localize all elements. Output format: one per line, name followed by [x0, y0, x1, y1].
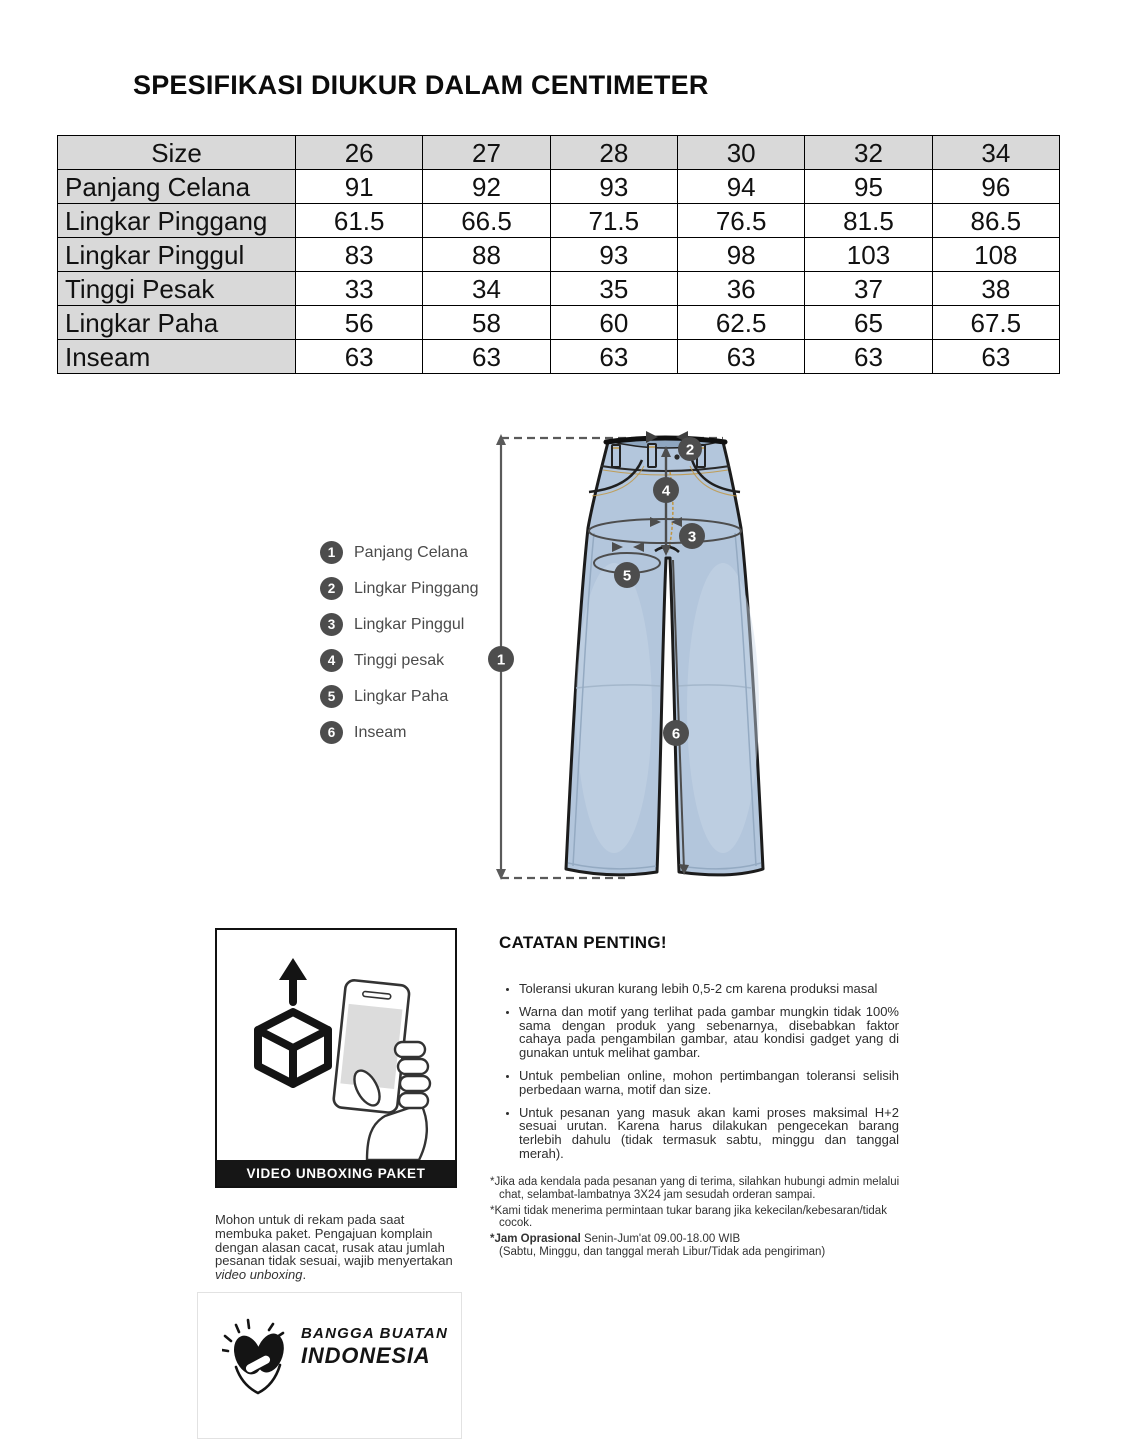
- legend-number-badge: 2: [320, 577, 343, 600]
- note-bullet: • Untuk pembelian online, mohon pertimbangan toleransi selisih perbedaan warna, motif dan size.: [519, 1069, 899, 1097]
- size-table-cell: 88: [423, 238, 550, 272]
- size-table-cell: 92: [423, 170, 550, 204]
- legend-label: Inseam: [354, 723, 407, 741]
- size-table-cell: 63: [423, 340, 550, 374]
- svg-text:3: 3: [687, 528, 697, 546]
- size-table-cell: 71.5: [550, 204, 677, 238]
- measurement-legend: [320, 541, 479, 757]
- legend-number-badge: 1: [320, 541, 343, 564]
- size-table-cell: 37: [805, 272, 932, 306]
- size-table-cell: 60: [550, 306, 677, 340]
- unboxing-note-period: .: [302, 1267, 307, 1283]
- size-table-row-label: Inseam: [58, 340, 296, 374]
- legend-item: [320, 649, 479, 672]
- svg-text:4: 4: [661, 482, 671, 500]
- unboxing-note-text: Mohon untuk di rekam pada saat membuka paket. Pengajuan komplain dengan alasan cacat, rusak atau jumlah pesanan tidak sesuai, wajib menyertakan: [215, 1212, 453, 1269]
- size-table-cell: 76.5: [677, 204, 804, 238]
- legend-number-badge: 6: [320, 721, 343, 744]
- svg-text:1: 1: [496, 651, 506, 669]
- page-title: SPESIFIKASI DIUKUR DALAM CENTIMETER: [133, 70, 709, 100]
- size-table-cell: 38: [932, 272, 1059, 306]
- size-table-cell: 98: [677, 238, 804, 272]
- size-table-row: [58, 170, 1060, 204]
- legend-label: Panjang Celana: [354, 543, 468, 561]
- legend-number-badge: 4: [320, 649, 343, 672]
- size-table-header-size: 26: [296, 136, 423, 170]
- video-unboxing-card: [215, 928, 457, 1188]
- logo-line1: BANGGA BUATAN: [301, 1325, 448, 1342]
- size-table-row: [58, 272, 1060, 306]
- size-table-cell: 96: [932, 170, 1059, 204]
- notes-bullet-list: [503, 982, 899, 1170]
- size-table-header-size: 28: [550, 136, 677, 170]
- size-table-cell: 65: [805, 306, 932, 340]
- size-table-cell: 67.5: [932, 306, 1059, 340]
- note-bullet: • Warna dan motif yang terlihat pada gambar mungkin tidak 100% sama dengan produk yang sebenarnya, disebabkan faktor cahaya pada pengambilan gambar, atau kondisi gadget yang di gunakan untuk melihat gambar.: [519, 1005, 899, 1060]
- size-table-cell: 108: [932, 238, 1059, 272]
- legend-label: Tinggi pesak: [354, 651, 445, 669]
- size-table-header-size: 34: [932, 136, 1059, 170]
- size-table-row-label: Lingkar Pinggang: [58, 204, 296, 238]
- size-table-cell: 63: [296, 340, 423, 374]
- size-table-cell: 86.5: [932, 204, 1059, 238]
- size-table-row-label: Lingkar Paha: [58, 306, 296, 340]
- size-table-row-label: Lingkar Pinggul: [58, 238, 296, 272]
- footnote: *Kami tidak menerima permintaan tukar barang jika kekecilan/kebesaran/tidak cocok.: [490, 1204, 887, 1230]
- size-table-cell: 91: [296, 170, 423, 204]
- legend-item: [320, 685, 479, 708]
- size-table-cell: 36: [677, 272, 804, 306]
- size-table-cell: 83: [296, 238, 423, 272]
- legend-label: Lingkar Pinggang: [354, 579, 479, 597]
- legend-item: [320, 541, 479, 564]
- legend-number-badge: 5: [320, 685, 343, 708]
- size-table-cell: 34: [423, 272, 550, 306]
- size-table-row: [58, 204, 1060, 238]
- legend-label: Lingkar Paha: [354, 687, 449, 705]
- size-table-header-size: 27: [423, 136, 550, 170]
- footnotes: [490, 1176, 910, 1262]
- size-table-row: [58, 306, 1060, 340]
- size-table: [57, 135, 1060, 374]
- size-table-cell: 62.5: [677, 306, 804, 340]
- unboxing-note: [215, 1213, 465, 1282]
- logo-card: [197, 1292, 462, 1439]
- legend-number-badge: 3: [320, 613, 343, 636]
- size-table-cell: 93: [550, 170, 677, 204]
- size-table-cell: 63: [677, 340, 804, 374]
- video-unboxing-banner: VIDEO UNBOXING PAKET: [217, 1160, 455, 1186]
- legend-item: [320, 577, 479, 600]
- size-table-cell: 81.5: [805, 204, 932, 238]
- size-table-cell: 63: [805, 340, 932, 374]
- pants-diagram: [480, 428, 820, 893]
- size-table-cell: 66.5: [423, 204, 550, 238]
- size-table-cell: 56: [296, 306, 423, 340]
- unboxing-illustration-icon: [217, 930, 455, 1160]
- size-table-row: [58, 238, 1060, 272]
- size-table-header-size: 30: [677, 136, 804, 170]
- footnote: *Jam Oprasional Senin-Jum'at 09.00-18.00 WIB (Sabtu, Minggu, dan tanggal merah Libur/Tidak ada pengiriman): [490, 1233, 826, 1258]
- size-table-cell: 61.5: [296, 204, 423, 238]
- legend-item: [320, 721, 479, 744]
- size-table-row-label: Tinggi Pesak: [58, 272, 296, 306]
- size-table-cell: 63: [550, 340, 677, 374]
- size-table-header-row: [58, 136, 1060, 170]
- legend-label: Lingkar Pinggul: [354, 615, 465, 633]
- size-table-cell: 33: [296, 272, 423, 306]
- unboxing-note-italic: video unboxing: [215, 1267, 303, 1283]
- legend-item: [320, 613, 479, 636]
- notes-title: CATATAN PENTING!: [499, 933, 667, 952]
- svg-text:2: 2: [685, 441, 695, 459]
- size-table-header-label: Size: [58, 136, 296, 170]
- jeans-illustration: [566, 438, 763, 875]
- size-table-cell: 103: [805, 238, 932, 272]
- logo-text: [301, 1325, 448, 1369]
- svg-text:5: 5: [622, 567, 632, 585]
- logo-line2: INDONESIA: [301, 1343, 431, 1368]
- svg-text:6: 6: [671, 725, 681, 743]
- size-table-header-size: 32: [805, 136, 932, 170]
- size-table-cell: 35: [550, 272, 677, 306]
- size-table-cell: 95: [805, 170, 932, 204]
- size-table-cell: 63: [932, 340, 1059, 374]
- size-table-cell: 58: [423, 306, 550, 340]
- note-bullet: • Untuk pesanan yang masuk akan kami proses maksimal H+2 sesuai urutan. Karena harus dilakukan pengecekan barang terlebih dahulu (tidak termasuk sabtu, minggu dan tanggal merah).: [519, 1106, 899, 1161]
- note-bullet: • Toleransi ukuran kurang lebih 0,5-2 cm karena produksi masal: [519, 982, 899, 996]
- size-table-row-label: Panjang Celana: [58, 170, 296, 204]
- size-table-row: [58, 340, 1060, 374]
- footnote: *Jika ada kendala pada pesanan yang di terima, silahkan hubungi admin melalui chat, selambat-lambatnya 3X24 jam sesudah orderan sampai.: [490, 1176, 900, 1201]
- bangga-buatan-indonesia-logo-icon: [222, 1317, 294, 1401]
- size-table-cell: 94: [677, 170, 804, 204]
- size-table-cell: 93: [550, 238, 677, 272]
